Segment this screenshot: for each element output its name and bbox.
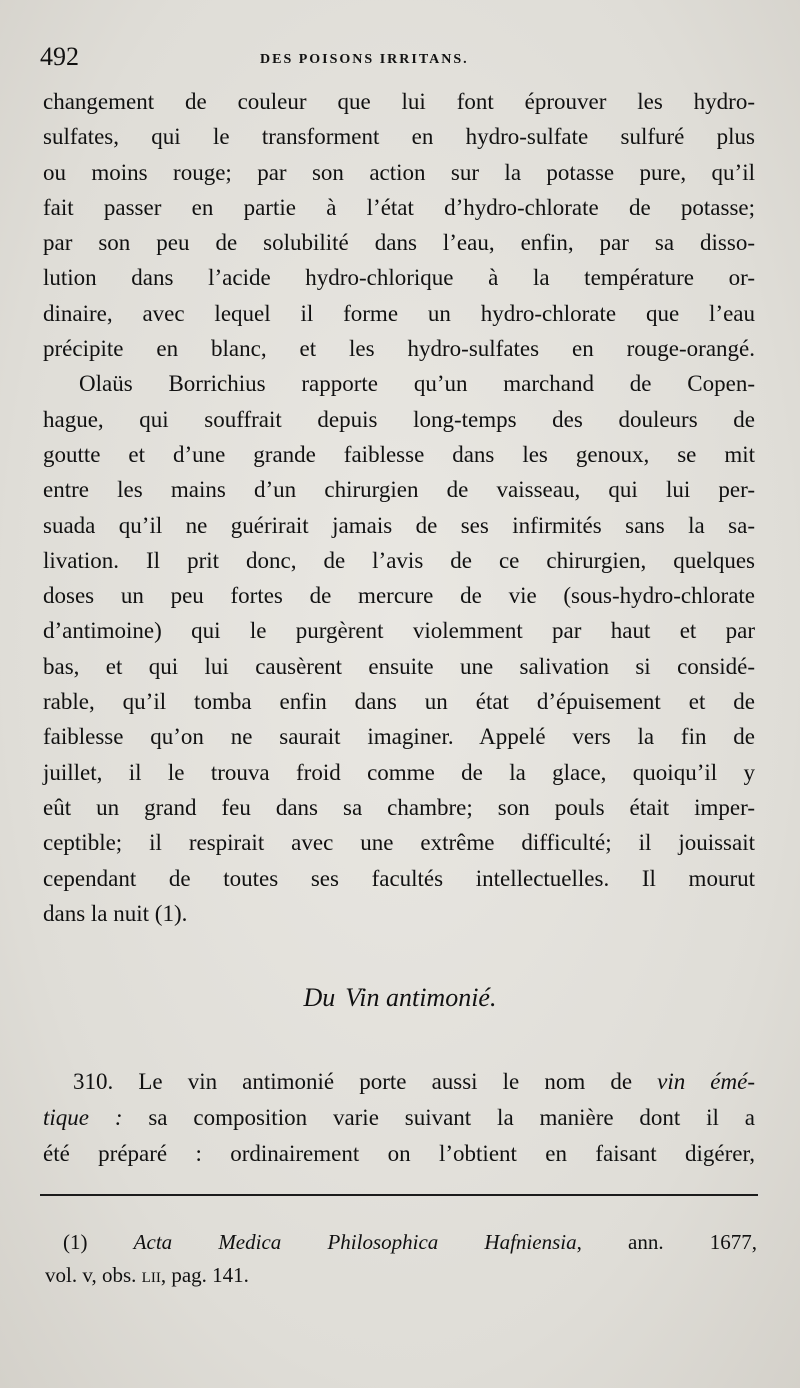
text-line: faiblesse qu’on ne saurait imaginer. Appelé vers la fin de — [43, 724, 755, 750]
text-line: dans la nuit (1). — [43, 900, 188, 926]
footnote-line — [45, 1259, 757, 1292]
text-line: précipite en blanc, et les hydro-sulfates en rouge-orangé. — [43, 336, 755, 362]
footnote-title: Acta Medica Philosophica Hafniensia — [133, 1230, 577, 1254]
text-line: entre les mains d’un chirurgien de vaisseau, qui lui per- — [43, 477, 755, 503]
page-number: 492 — [40, 42, 79, 71]
text-line: livation. Il prit donc, de l’avis de ce chirurgien, quelques — [43, 547, 755, 573]
text-line: dinaire, avec lequel il forme un hydro-chlorate que l’eau — [43, 300, 755, 326]
text-line: eût un grand feu dans sa chambre; son pouls était imper- — [43, 794, 755, 820]
text-line — [43, 1100, 755, 1136]
footnote-text: , ann. 1677, — [576, 1230, 758, 1254]
text-line: lution dans l’acide hydro-chlorique à la température or- — [43, 265, 755, 291]
text-line: rable, qu’il tomba enfin dans un état d’épuisement et de — [43, 689, 755, 715]
text-segment: Le vin antimonié porte aussi le nom de — [138, 1069, 633, 1094]
section-title — [0, 983, 800, 1013]
text-line: sulfates, qui le transforment en hydro-sulfate sulfuré plus — [43, 124, 755, 150]
footnote-line — [45, 1226, 757, 1259]
text-line: ceptible; il respirait avec une extrême difficulté; il jouissait — [43, 830, 755, 856]
italic-term: vin émé- — [657, 1069, 755, 1094]
italic-term: tique : — [43, 1105, 123, 1130]
text-line: d’antimoine) qui le purgèrent violemment par haut et par — [43, 618, 755, 644]
text-line: ou moins rouge; par son action sur la potasse pure, qu’il — [43, 159, 755, 185]
text-line: suada qu’il ne guérirait jamais de ses infirmités sans la sa- — [43, 512, 755, 538]
text-line: hague, qui souffrait depuis long-temps des douleurs de — [43, 406, 755, 432]
text-line: juillet, il le trouva froid comme de la glace, quoiqu’il y — [43, 759, 755, 785]
running-head: DES POISONS IRRITANS. — [260, 52, 469, 67]
footnote-roman-numeral: lii — [141, 1263, 161, 1287]
main-text — [43, 84, 755, 931]
text-line — [43, 1064, 755, 1100]
section-title-main: Vin antimonié. — [345, 983, 497, 1012]
paragraph-vin-antimonie — [43, 1064, 755, 1172]
section-title-lead: Du — [303, 983, 336, 1012]
text-line: été préparé : ordinairement on l’obtient en faisant digérer, — [43, 1141, 755, 1166]
text-line: fait passer en partie à l’état d’hydro-chlorate de potasse; — [43, 194, 755, 220]
text-line: bas, et qui lui causèrent ensuite une salivation si considé- — [43, 653, 755, 679]
text-line: par son peu de solubilité dans l’eau, enfin, par sa disso- — [43, 230, 755, 256]
paragraph-continuation — [43, 84, 755, 366]
text-line: cependant de toutes ses facultés intellectuelles. Il mourut — [43, 865, 755, 891]
page-header — [40, 42, 755, 82]
text-line: doses un peu fortes de mercure de vie (sous-hydro-chlorate — [43, 583, 755, 609]
text-line: goutte et d’une grande faiblesse dans les genoux, se mit — [43, 441, 755, 467]
text-line: Olaüs Borrichius rapporte qu’un marchand de Copen- — [79, 371, 755, 397]
footnote-divider — [40, 1194, 758, 1196]
paragraph-borrichius — [43, 366, 755, 931]
paragraph-number: 310. — [73, 1069, 114, 1094]
text-line: changement de couleur que lui font éprouver les hydro- — [43, 89, 755, 114]
footnote-marker: (1) — [63, 1230, 88, 1254]
footnote — [45, 1226, 757, 1292]
footnote-text: vol. v, obs. — [45, 1263, 137, 1287]
text-segment: sa composition varie suivant la manière dont il a — [148, 1105, 755, 1130]
footnote-text: , pag. 141. — [160, 1263, 249, 1287]
